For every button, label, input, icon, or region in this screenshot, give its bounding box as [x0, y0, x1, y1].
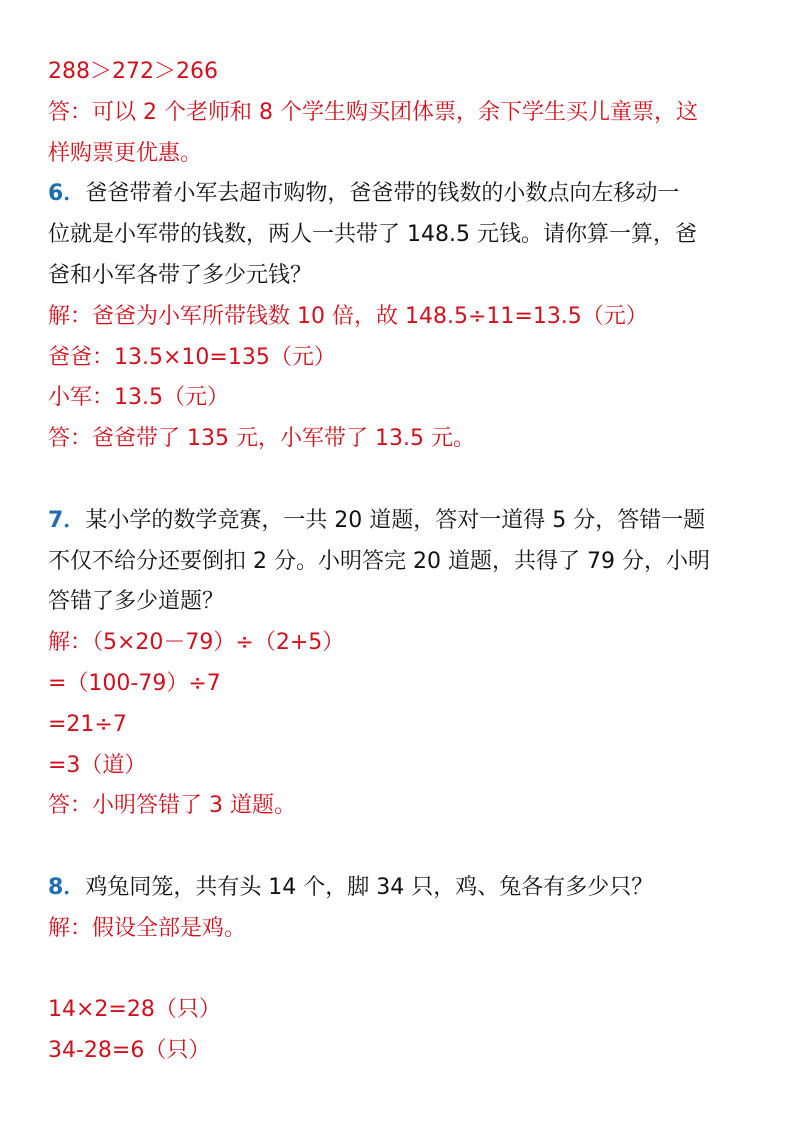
q7-number: 7．: [48, 507, 86, 533]
q8-solution-line-2: 14×2=28（只）: [48, 997, 221, 1023]
q6-solution-line-1: 解：爸爸为小军所带钱数 10 倍，故 148.5÷11=13.5（元）: [48, 303, 648, 329]
q7-question-line-3: 答错了多少道题？: [48, 589, 225, 615]
q6-question-text-1: 爸爸带着小军去超市购物，爸爸带的钱数的小数点向左移动一: [85, 181, 680, 207]
q6-question-line-1: [48, 174, 748, 215]
document-page: [48, 52, 748, 1072]
q7-question-text-1: 某小学的数学竞赛，一共 20 道题，答对一道得 5 分，答错一题: [85, 507, 706, 533]
section-gap: [48, 827, 748, 868]
q5-answer-line-2: 样购票更优惠。: [48, 140, 203, 166]
q8-question-line-1: [48, 868, 748, 909]
q5-answer-line-1: 答：可以 2 个老师和 8 个学生购买团体票，余下学生买儿童票，这: [48, 99, 698, 125]
q7-solution-line-1: 解：（5×20－79）÷（2+5）: [48, 630, 345, 656]
q7-solution-line-3: =21÷7: [48, 711, 127, 737]
q8-solution-line-3: 34-28=6（只）: [48, 1038, 211, 1064]
section-gap: [48, 950, 748, 991]
q7-answer: 答：小明答错了 3 道题。: [48, 793, 296, 819]
q7-solution-line-2: =（100-79）÷7: [48, 670, 221, 696]
q6-solution-line-2: 爸爸：13.5×10=135（元）: [48, 344, 336, 370]
q6-question-line-3: 爸和小军各带了多少元钱？: [48, 262, 313, 288]
q7-question-line-1: [48, 501, 748, 542]
q6-solution-line-3: 小军：13.5（元）: [48, 385, 229, 411]
q6-number: 6．: [48, 181, 86, 207]
q6-answer: 答：爸爸带了 135 元，小军带了 13.5 元。: [48, 426, 475, 452]
section-gap: [48, 460, 748, 501]
q8-number: 8．: [48, 874, 86, 900]
q7-question-line-2: 不仅不给分还要倒扣 2 分。小明答完 20 道题，共得了 79 分，小明: [48, 548, 710, 574]
q5-comparison: 288＞272＞266: [48, 59, 218, 84]
q6-question-line-2: 位就是小军带的钱数，两人一共带了 148.5 元钱。请你算一算，爸: [48, 222, 697, 248]
q8-solution-line-1: 解：假设全部是鸡。: [48, 915, 247, 941]
q8-question-text-1: 鸡兔同笼，共有头 14 个，脚 34 只，鸡、兔各有多少只？: [85, 874, 654, 900]
q7-solution-line-4: =3（道）: [48, 752, 147, 778]
